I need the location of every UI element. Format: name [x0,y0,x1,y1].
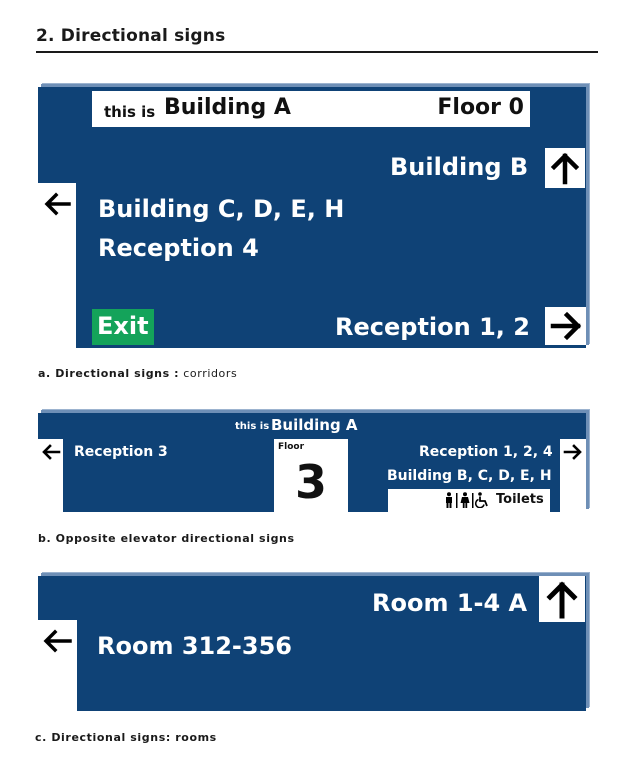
reception-3-label: Reception 3 [74,444,168,460]
reception-124-label: Reception 1, 2, 4 [419,444,553,460]
elevator-sign [38,413,586,512]
current-building: Building A [164,95,291,120]
exit-badge [92,309,154,345]
arrow-right-icon [545,307,586,345]
arrow-right-icon [563,443,583,461]
corridor-sign [38,87,586,348]
caption-a-bold: a. Directional signs : [38,367,180,380]
arrow-up-icon [545,148,585,188]
arrow-up-icon [539,576,585,622]
toilets-panel [388,489,550,512]
this-is-label: this is [235,421,270,432]
toilet-man-icon [446,492,452,508]
buildings-bcdeh-label: Building B, C, D, E, H [387,468,552,484]
floor-number: 3 [294,455,327,509]
caption-a-rest: corridors [179,367,238,380]
arrow-left-icon [42,628,72,654]
current-building: Building A [271,416,358,434]
exit-label: Exit [97,312,149,340]
caption-b: b. Opposite elevator directional signs [38,532,295,545]
section-rule [36,51,598,53]
toilets-label: Toilets [496,492,544,507]
section-title: 2. Directional signs [36,26,226,46]
location-bar [92,91,530,127]
current-floor: Floor 0 [437,95,524,120]
reception-12-label: Reception 1, 2 [335,313,530,341]
floor-indicator [274,439,348,512]
rooms-sign [38,576,586,711]
reception-4-label: Reception 4 [98,234,259,262]
floor-label: Floor [278,442,305,452]
toilet-woman-icon [461,492,470,508]
toilet-icons [444,492,492,508]
caption-c: c. Directional signs: rooms [35,731,217,744]
buildings-cdeh-label: Building C, D, E, H [98,195,345,223]
wheelchair-icon [476,492,487,507]
caption-a [38,367,237,380]
arrow-left-icon [43,191,71,217]
this-is-label: this is [104,103,156,121]
room-14a-label: Room 1-4 A [372,589,528,617]
room-312-label: Room 312-356 [97,632,292,660]
building-b-label: Building B [390,153,529,181]
arrow-left-icon [41,443,61,461]
